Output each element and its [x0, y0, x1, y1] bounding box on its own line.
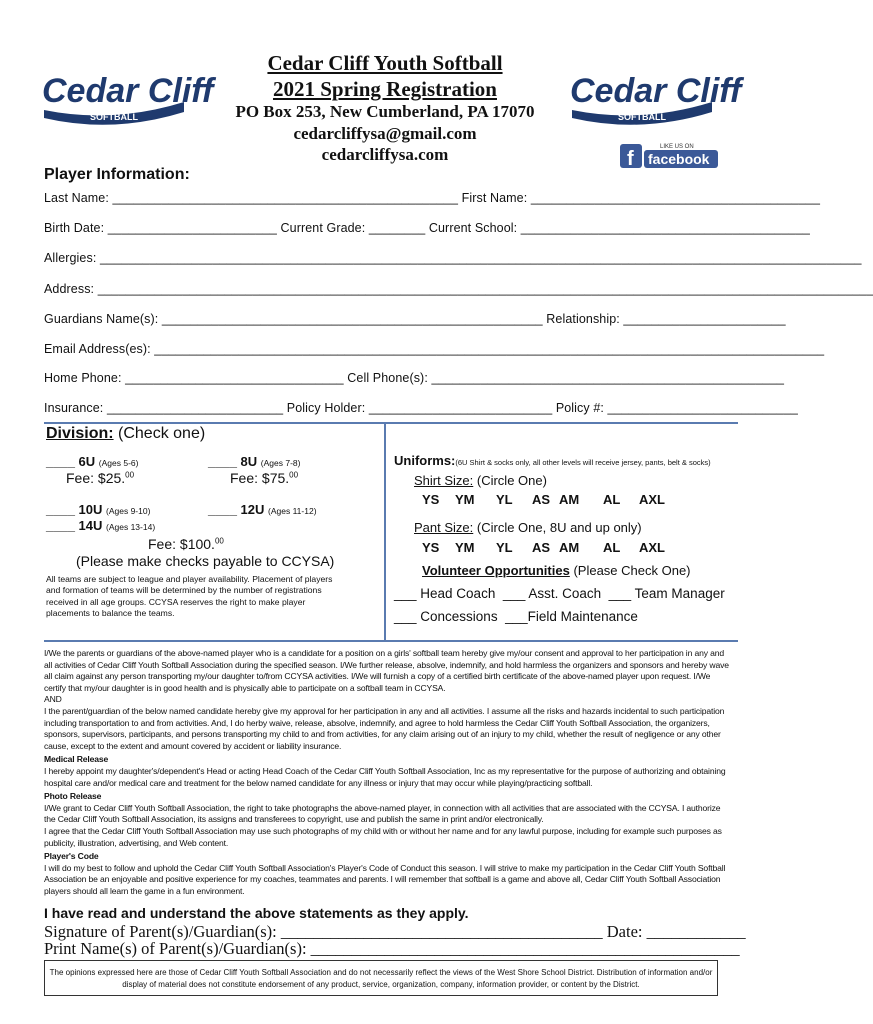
svg-text:Cedar Cliff: Cedar Cliff	[42, 72, 214, 110]
org-email: cedarcliffysa@gmail.com	[293, 124, 477, 143]
consent-paragraph: I/We the parents or guardians of the above-named player who is a candidate for a position on a girls' softball team hereby give my/our consent and approval to her participation in any and all activities of Cedar Cliff Youth Softball Association during the specified season. I/We further release, absolve, indemnify, and hold harmless the organizers and sponsors and hereby wave all claim against any person transporting my/our daughter to/from CCYSA activities. I/We will furnish a copy of a certified birth certificate of the above-named player upon request. I/We certify that my/our daughter is in good health and is physically able to participate on a softball team in CCYSA.	[44, 648, 729, 693]
svg-text:Cedar Cliff: Cedar Cliff	[570, 72, 742, 110]
svg-text:LIKE US ON: LIKE US ON	[660, 144, 694, 150]
volunteer-heading: Volunteer Opportunities (Please Check One)	[422, 563, 691, 578]
fee-100: Fee: $100.00	[148, 536, 224, 552]
signature-field[interactable]: Signature of Parent(s)/Guardian(s): _______________________________________ Date: ____________	[44, 922, 746, 941]
title-line-1: Cedar Cliff Youth Softball	[267, 51, 503, 75]
org-website: cedarcliffysa.com	[321, 145, 449, 164]
vertical-divider	[384, 423, 386, 641]
division-14u[interactable]: ____ 14U (Ages 13-14)	[46, 518, 156, 533]
form-title	[0, 50, 770, 102]
medical-release-title: Medical Release	[44, 754, 109, 765]
title-line-2: 2021 Spring Registration	[272, 77, 497, 101]
players-code-title: Player's Code	[44, 851, 99, 862]
allergies-field[interactable]: Allergies: ____________________________________________________________________________________________________________	[44, 251, 862, 265]
email-field[interactable]: Email Address(es): _______________________________________________________________________________________________	[44, 342, 825, 356]
fee-25: Fee: $25.00	[66, 470, 135, 486]
svg-text:SOFTBALL: SOFTBALL	[618, 112, 666, 122]
player-info-title: Player Information:	[44, 166, 190, 183]
org-address: PO Box 253, New Cumberland, PA 17070	[235, 102, 535, 121]
legal-rule	[44, 640, 738, 642]
and-label: AND	[44, 694, 62, 705]
legal-text	[44, 648, 730, 897]
name-field[interactable]: Last Name: _________________________________________________ First Name: _________________________________________	[44, 191, 820, 205]
division-6u[interactable]: ____ 6U (Ages 5-6)	[46, 454, 139, 469]
address-field[interactable]: Address: ______________________________________________________________________________________________________________	[44, 282, 873, 296]
svg-text:SOFTBALL: SOFTBALL	[90, 112, 138, 122]
insurance-field[interactable]: Insurance: _________________________ Policy Holder: __________________________ Policy #: ___________________________	[44, 401, 798, 415]
shirt-size-label: Shirt Size: (Circle One)	[414, 473, 547, 488]
photo-release-text-2: I agree that the Cedar Cliff Youth Softball Association may use such photographs of my child with or without her name and for any lawful purpose, including for example such purposes as publicity, illustration, advertising, and Web content.	[44, 825, 722, 848]
division-title: Division: (Check one)	[46, 425, 206, 442]
birth-grade-school-field[interactable]: Birth Date: ________________________ Current Grade: ________ Current School: _________________________________________	[44, 221, 810, 235]
svg-text:facebook: facebook	[648, 151, 710, 167]
fee-75: Fee: $75.00	[230, 470, 299, 486]
division-12u[interactable]: ____ 12U (Ages 11-12)	[208, 502, 317, 517]
division-rule	[44, 422, 738, 424]
print-name-field[interactable]: Print Name(s) of Parent(s)/Guardian(s): ____________________________________________________	[44, 939, 740, 958]
division-10u[interactable]: ____ 10U (Ages 9-10)	[46, 502, 151, 517]
division-8u[interactable]: ____ 8U (Ages 7-8)	[208, 454, 301, 469]
photo-release-text-1: I/We grant to Cedar Cliff Youth Softball Association, the right to take photographs the above-named player, in connection with all activities that are associated with the CCYSA. I authorize the Cedar Cliff Youth Softball Association, its assigns and transferees to copyright, use and publish the same in print and/or electronically.	[44, 802, 721, 825]
disclaimer-text: The opinions expressed here are those of Cedar Cliff Youth Softball Association and do not necessarily reflect the views of the West Shore School District. Distribution of information and/or display of material does not constitute endorsement of any product, service, organization, company, information provider, or content by the District.	[49, 968, 713, 989]
volunteer-options-row1[interactable]: ___ Head Coach ___ Asst. Coach ___ Team Manager	[394, 586, 725, 601]
svg-text:f: f	[627, 148, 634, 170]
placement-note: All teams are subject to league and player availability. Placement of players and formation of teams will be determined by the number of registrations received in all age groups. CCYSA reserves the right to make player placements to balance the teams.	[46, 574, 333, 619]
guardians-field[interactable]: Guardians Name(s): ______________________________________________________ Relationship: _______________________	[44, 312, 786, 326]
agreement-statement: I have read and understand the above statements as they apply.	[44, 905, 469, 921]
pant-size-label: Pant Size: (Circle One, 8U and up only)	[414, 520, 642, 535]
players-code-text: I will do my best to follow and uphold the Cedar Cliff Youth Softball Association's Player's Code of Conduct this season. I will strive to make my participation in the Cedar Cliff Youth Softball Association be an enjoyable and positive experience for my coaches, teammates and parents. I will remember that softball is a game and above all, Cedar Cliff Youth Softball Association players should all learn the game in a fun environment.	[44, 862, 726, 896]
photo-release-title: Photo Release	[44, 791, 102, 802]
checks-payable: (Please make checks payable to CCYSA)	[76, 553, 335, 569]
disclaimer-box	[44, 960, 718, 996]
volunteer-options-row2[interactable]: ___ Concessions ___Field Maintenance	[394, 609, 638, 624]
phone-field[interactable]: Home Phone: _______________________________ Cell Phone(s): __________________________________________________	[44, 371, 785, 385]
waiver-paragraph: I the parent/guardian of the below named candidate hereby give my approval for her participation in any and all activities. I assume all the risks and hazards incidental to such participation including transportation to and from activities. And, I do herby waive, release, absolve, indemnify, and agree to hold harmless the Cedar Cliff Youth Softball Association, the organizers, sponsors, supervisors, participants, and persons transporting my child to and from activities, for any claim arising out of an injury to my child, whether the result of negligence or any other cause, except to the extent and amount covered by accident or liability insurance.	[44, 705, 725, 751]
uniforms-heading: Uniforms:(6U Shirt & socks only, all other levels will receive jersey, pants, belt & socks)	[394, 453, 711, 468]
medical-release-text: I hereby appoint my daughter's/dependent's Head or acting Head Coach of the Cedar Cliff Youth Softball Association, Inc as my representative for the purpose of authorizing and obtaining hospital care and/or medical care and treatment for the below named candidate for any illness or injury that may occur while playing/practicing softball.	[44, 765, 726, 788]
